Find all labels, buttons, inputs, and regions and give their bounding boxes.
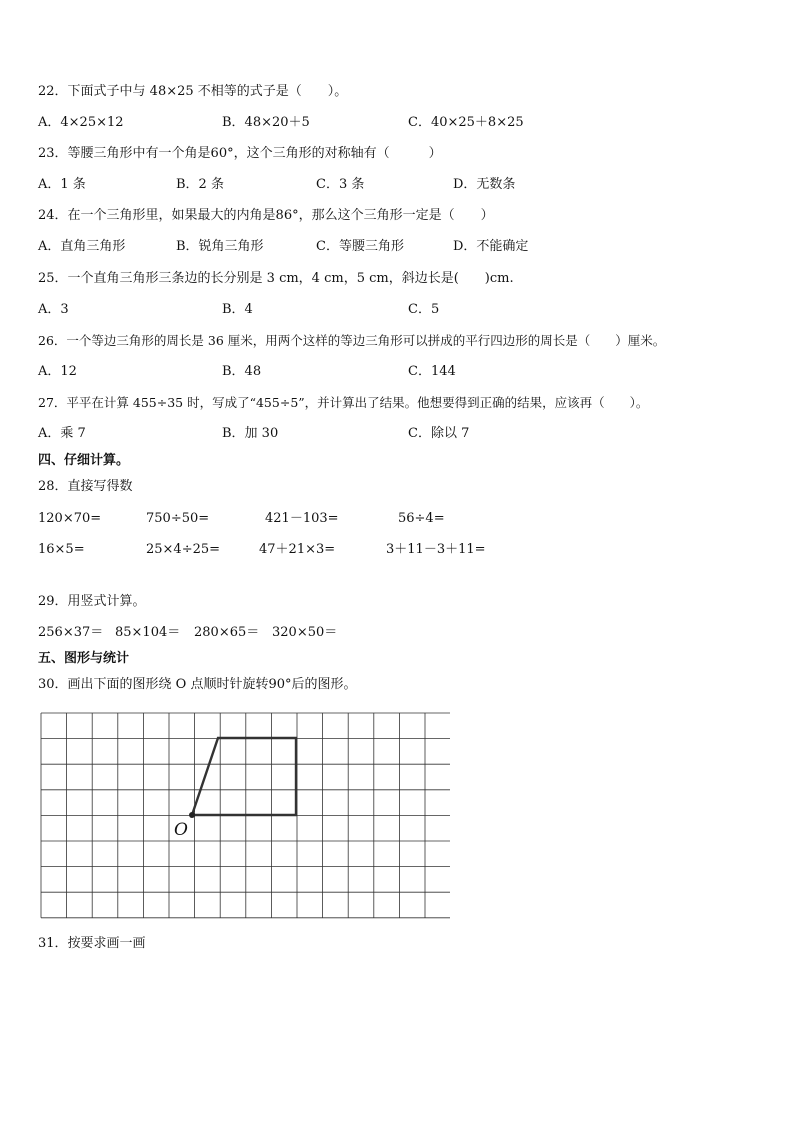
q30-title: 30．画出下面的图形绕 O 点顺时针旋转90°后的图形。 bbox=[38, 677, 357, 692]
q25-option-a: A．3 bbox=[38, 302, 69, 317]
q23-stem: 23．等腰三角形中有一个角是60°，这个三角形的对称轴有（ ） bbox=[38, 146, 442, 161]
q29-item-2: 85×104＝ bbox=[115, 625, 181, 640]
q28-item-4: 56÷4= bbox=[398, 511, 445, 526]
q29-item-1: 256×37＝ bbox=[38, 625, 104, 640]
q29-item-3: 280×65＝ bbox=[194, 625, 260, 640]
q25-option-c: C．5 bbox=[408, 302, 440, 317]
quadrilateral-figure bbox=[192, 738, 296, 815]
q27-option-b: B．加 30 bbox=[222, 426, 279, 441]
q27-stem: 27．平平在计算 455÷35 时，写成了“455÷5”，并计算出了结果。他想要得到正确的结果，应该再（ ）。 bbox=[38, 395, 649, 410]
q28-item-6: 25×4÷25= bbox=[146, 542, 221, 557]
q23-option-b: B．2 条 bbox=[176, 177, 224, 192]
q25-stem: 25．一个直角三角形三条边的长分别是 3 cm，4 cm，5 cm，斜边长是( )cm. bbox=[38, 271, 514, 286]
q28-item-3: 421－103= bbox=[265, 511, 339, 526]
q22-stem: 22．下面式子中与 48×25 不相等的式子是（ ）。 bbox=[38, 84, 348, 99]
q27-option-c: C．除以 7 bbox=[408, 426, 470, 441]
q28-item-8: 3＋11－3＋11= bbox=[386, 542, 486, 557]
point-o bbox=[189, 812, 195, 818]
q27-option-a: A．乘 7 bbox=[38, 426, 86, 441]
rotation-grid bbox=[40, 712, 450, 924]
q28-item-5: 16×5= bbox=[38, 542, 85, 557]
q23-option-a: A．1 条 bbox=[38, 177, 86, 192]
q23-option-d: D．无数条 bbox=[453, 177, 516, 192]
q26-stem: 26．一个等边三角形的周长是 36 厘米，用两个这样的等边三角形可以拼成的平行四边形的周长是（ ）厘米。 bbox=[38, 333, 666, 348]
rotation-grid-svg bbox=[40, 712, 450, 920]
q28-item-2: 750÷50= bbox=[146, 511, 210, 526]
q23-option-c: C．3 条 bbox=[316, 177, 365, 192]
q28-item-1: 120×70= bbox=[38, 511, 102, 526]
q24-option-d: D．不能确定 bbox=[453, 239, 529, 254]
section-5-heading: 五、图形与统计 bbox=[38, 651, 130, 666]
q24-stem: 24．在一个三角形里，如果最大的内角是86°，那么这个三角形一定是（ ） bbox=[38, 208, 494, 223]
q22-option-a: A．4×25×12 bbox=[38, 115, 124, 130]
q26-option-a: A．12 bbox=[38, 364, 77, 379]
q24-option-c: C．等腰三角形 bbox=[316, 239, 404, 254]
point-o-label: O bbox=[174, 820, 188, 840]
q24-option-a: A．直角三角形 bbox=[38, 239, 126, 254]
q22-option-c: C．40×25＋8×25 bbox=[408, 115, 524, 130]
q22-option-b: B．48×20＋5 bbox=[222, 115, 310, 130]
q28-item-7: 47＋21×3= bbox=[259, 542, 336, 557]
q29-item-4: 320×50＝ bbox=[272, 625, 338, 640]
q26-option-c: C．144 bbox=[408, 364, 456, 379]
q29-title: 29．用竖式计算。 bbox=[38, 594, 146, 609]
q25-option-b: B．4 bbox=[222, 302, 253, 317]
q31-title: 31．按要求画一画 bbox=[38, 936, 146, 951]
q26-option-b: B．48 bbox=[222, 364, 262, 379]
q28-title: 28．直接写得数 bbox=[38, 479, 133, 494]
q24-option-b: B．锐角三角形 bbox=[176, 239, 264, 254]
section-4-heading: 四、仔细计算。 bbox=[38, 453, 130, 468]
